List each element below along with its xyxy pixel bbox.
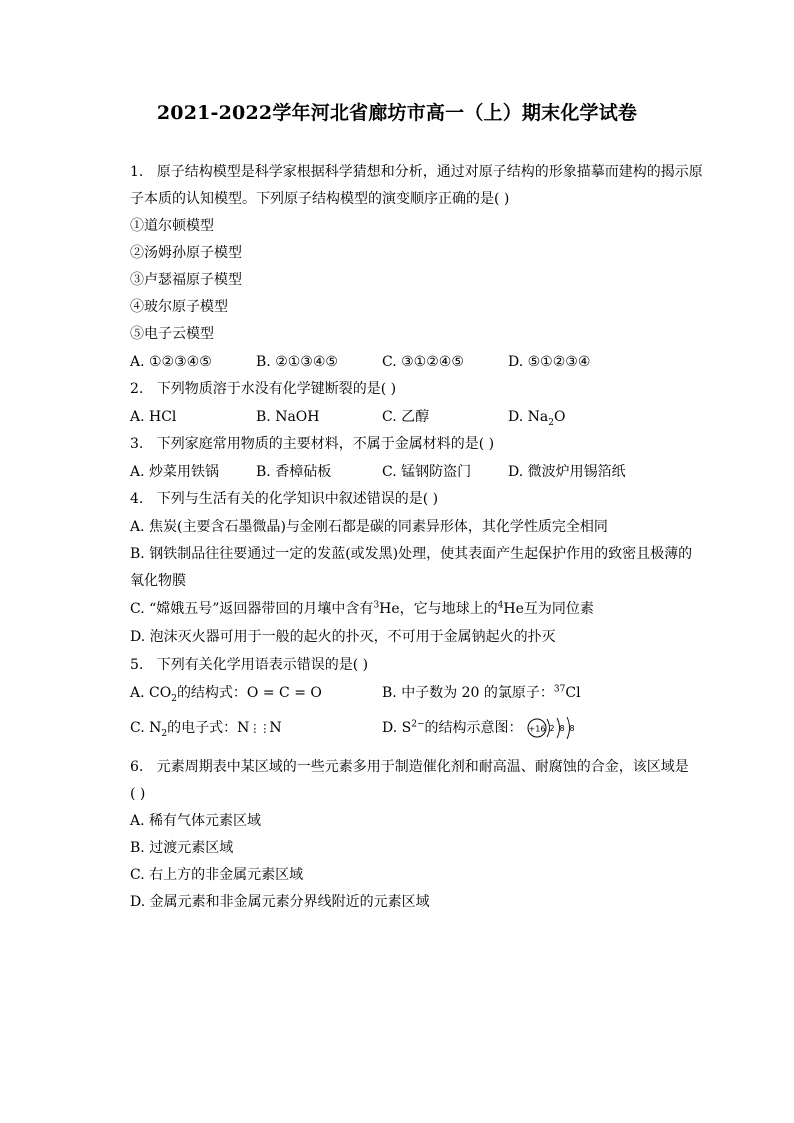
q1-item-1: ①道尔顿模型 [130,218,214,234]
question-4 [130,490,438,508]
q1-option-c: C. ③①②④⑤ [382,354,464,370]
shell-2-count: 8 [559,724,565,733]
q3-option-d: D. 微波炉用锡箔纸 [508,464,626,480]
q6-option-b: B. 过渡元素区域 [130,840,234,856]
question-number: 2. [130,381,144,397]
question-text: 元素周期表中某区域的一些元素多用于制造催化剂和耐高温、耐腐蚀的合金，该区域是 [156,759,689,775]
shell-1-count: 2 [549,724,555,733]
question-number: 1. [130,164,144,180]
question-number: 3. [130,436,144,452]
q3-option-b: B. 香樟砧板 [256,464,332,480]
q5-option-b: B. 中子数为 20 的氯原子：$^{37}$Cl [382,684,581,701]
shell-3-count: 8 [569,724,575,733]
q4-option-c: C. “嫦娥五号”返回器带回的月壤中含有$^3$He，它与地球上的$^4$He互为同位素 [130,600,594,617]
question-text: 下列物质溶于水没有化学键断裂的是( ) [156,381,397,397]
nucleus-label: +16 [528,724,546,734]
question-2 [130,380,396,398]
q3-option-c: C. 锰钢防盗门 [382,464,472,480]
page-title: 2021-2022学年河北省廊坊市高一（上）期末化学试卷 [156,102,638,124]
q2-option-b: B. NaOH [256,409,320,425]
q4-option-b-cont: 氧化物膜 [130,573,186,589]
q6-option-d: D. 金属元素和非金属元素分界线附近的元素区域 [130,894,430,910]
q1-option-a: A. ①②③④⑤ [130,354,212,370]
q6-option-a: A. 稀有气体元素区域 [130,813,262,829]
sulfur-ion-structure-diagram [527,715,583,741]
q5-option-c: C. $N_2$的电子式：N⋮⋮N [130,720,282,739]
q2-option-d: D. $Na_2O$ [508,409,566,428]
q4-option-d: D. 泡沫灭火器可用于一般的起火的扑灭，不可用于金属钠起火的扑灭 [130,629,556,645]
question-text: 原子结构模型是科学家根据科学猜想和分析，通过对原子结构的形象描摹而建构的揭示原 [156,164,703,180]
q1-item-5: ⑤电子云模型 [130,326,214,342]
question-1 [130,163,703,181]
question-number: 4. [130,491,144,507]
q2-option-c: C. 乙醇 [382,409,430,425]
q4-option-a: A. 焦炭(主要含石墨微晶)与金刚石都是碳的同素异形体，其化学性质完全相同 [130,519,608,535]
q1-item-4: ④玻尔原子模型 [130,299,228,315]
question-text: 下列家庭常用物质的主要材料，不属于金属材料的是( ) [156,436,495,452]
question-number: 5. [130,657,144,673]
question-text: 下列与生活有关的化学知识中叙述错误的是( ) [156,491,439,507]
question-6-text-cont: ( ) [130,786,146,802]
triple-bond-dots: ⋮⋮ [249,722,270,735]
q3-option-a: A. 炒菜用铁锅 [130,464,220,480]
question-5 [130,656,368,674]
q5-option-a: A. $CO_2$的结构式：O = C = O [130,685,322,704]
question-1-text-cont: 子本质的认知模型。下列原子结构模型的演变顺序正确的是( ) [130,191,510,207]
question-6 [130,758,689,776]
question-text: 下列有关化学用语表示错误的是( ) [156,657,369,673]
q1-option-b: B. ②①③④⑤ [256,354,338,370]
q1-option-d: D. ⑤①②③④ [508,354,591,370]
q4-option-b: B. 钢铁制品往往要通过一定的发蓝(或发黑)处理，使其表面产生起保护作用的致密且极薄的 [130,546,693,562]
q6-option-c: C. 右上方的非金属元素区域 [130,867,304,883]
q2-option-a: A. HCl [130,409,177,425]
q5-option-d: D. $S^{2-}$的结构示意图： +16 2 8 8 [382,715,583,741]
question-number: 6. [130,759,144,775]
question-3 [130,435,494,453]
q1-item-2: ②汤姆孙原子模型 [130,245,242,261]
q1-item-3: ③卢瑟福原子模型 [130,272,242,288]
